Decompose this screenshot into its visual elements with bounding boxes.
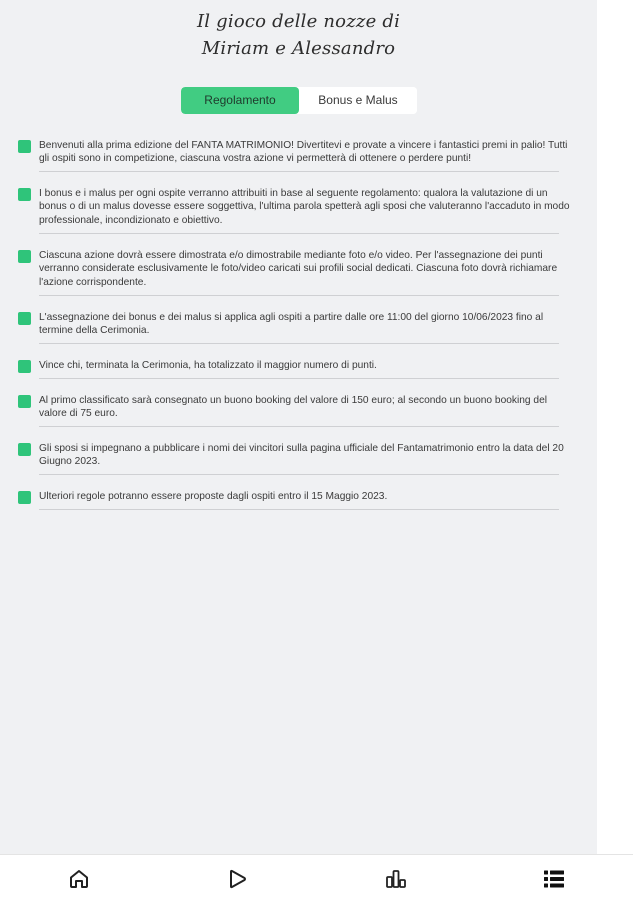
rule-text: Vince chi, terminata la Cerimonia, ha totalizzato il maggior numero di punti. (39, 360, 377, 371)
rule-text: Ciascuna azione dovrà essere dimostrata e/o dimostrabile mediante foto e/o video. Per l'assegnazione dei punti verranno considerate esclusivamente le foto/video caricati sui profili social dedicati. Ciascuna foto dovrà richiamare l'azione corrispondente. (39, 250, 558, 288)
divider (39, 171, 559, 172)
checkbox-icon (18, 188, 31, 201)
rule-text: L'assegnazione dei bonus e dei malus si applica agli ospiti a partire dalle ore 11:00 del giorno 10/06/2023 fino al termine della Cerimonia. (39, 312, 544, 337)
title-line-2: Miriam e Alessandro (201, 38, 396, 59)
right-edge (597, 0, 633, 854)
divider (39, 426, 559, 427)
checkbox-icon (18, 395, 31, 408)
checkbox-icon (18, 360, 31, 373)
tab-regolamento[interactable]: Regolamento (181, 87, 299, 114)
nav-play[interactable] (225, 867, 249, 891)
rule-text: Al primo classificato sarà consegnato un buono booking del valore di 150 euro; al secondo un buono booking del valore di 75 euro. (39, 395, 548, 420)
checkbox-icon (18, 491, 31, 504)
page-title (0, 8, 597, 62)
divider (39, 474, 559, 475)
divider (39, 295, 559, 296)
checkbox-icon (18, 443, 31, 456)
nav-leaderboard[interactable] (384, 867, 408, 891)
divider (39, 509, 559, 510)
nav-home[interactable] (67, 867, 91, 891)
home-icon (67, 867, 91, 891)
bottom-nav (0, 854, 633, 900)
checkbox-icon (18, 312, 31, 325)
play-icon (225, 867, 249, 891)
tab-bonus-malus[interactable]: Bonus e Malus (299, 87, 417, 114)
list-icon (542, 867, 566, 891)
checkbox-icon (18, 250, 31, 263)
leaderboard-icon (384, 867, 408, 891)
checkbox-icon (18, 140, 31, 153)
rule-text: Gli sposi si impegnano a pubblicare i nomi dei vincitori sulla pagina ufficiale del Fantamatrimonio entro la data del 20 Giugno 2023. (39, 443, 564, 468)
divider (39, 233, 559, 234)
nav-rules[interactable] (542, 867, 566, 891)
title-line-1: Il gioco delle nozze di (196, 11, 401, 32)
rule-text: I bonus e i malus per ogni ospite verranno attribuiti in base al seguente regolamento: qualora la valutazione di un bonus o di un malus dovesse essere soggettiva, l'ultima parola spetterà agli sposi che valuteranno l'accaduto in modo professionale, incondizionato e obiettivo. (39, 188, 570, 226)
divider (39, 343, 559, 344)
divider (39, 378, 559, 379)
rule-text: Ulteriori regole potranno essere proposte dagli ospiti entro il 15 Maggio 2023. (39, 491, 388, 502)
rule-text: Benvenuti alla prima edizione del FANTA MATRIMONIO! Divertitevi e provate a vincere i fantastici premi in palio! Tutti gli ospiti sono in competizione, ciascuna vostra azione vi permetterà di ottenere o perdere punti! (39, 140, 568, 165)
tab-bar (181, 87, 417, 114)
